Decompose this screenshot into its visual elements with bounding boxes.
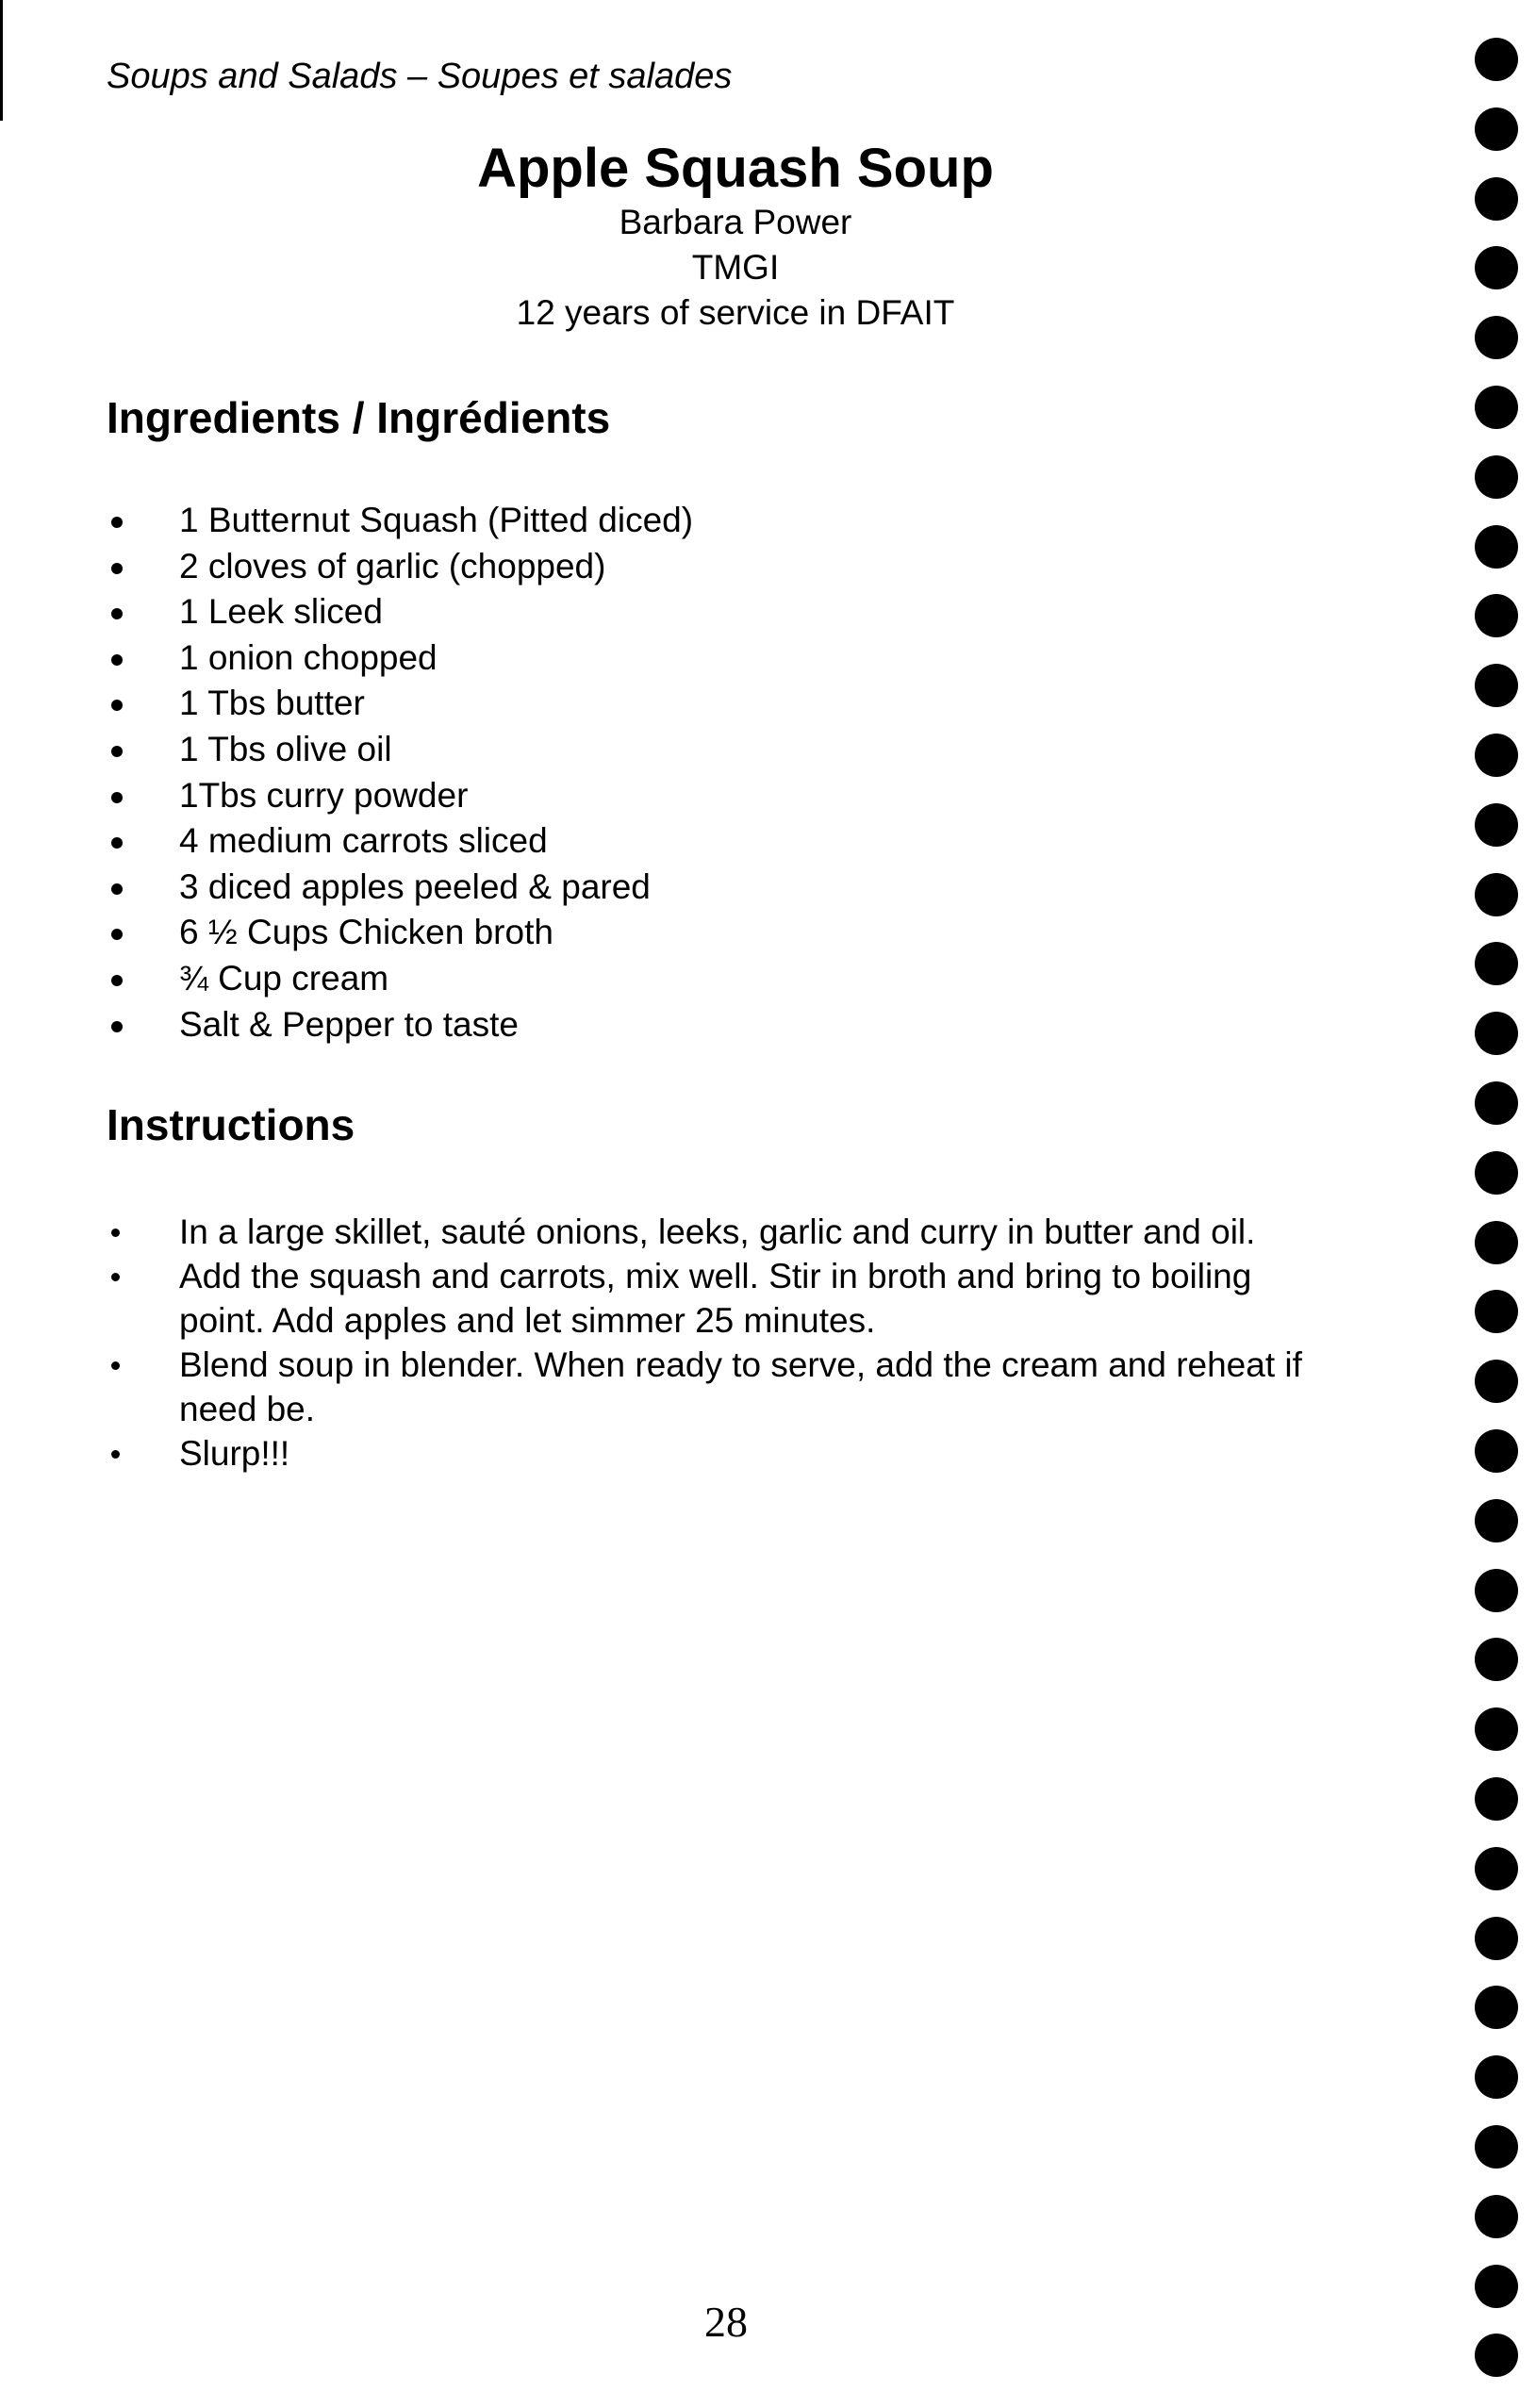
- binding-hole-icon: [1475, 177, 1518, 221]
- binding-hole-icon: [1475, 1499, 1518, 1542]
- bullet-icon: [111, 654, 123, 666]
- bullet-icon: [111, 1450, 120, 1459]
- bullet-icon: [111, 975, 123, 986]
- binding-hole-icon: [1475, 107, 1518, 151]
- binding-hole-icon: [1475, 2334, 1518, 2377]
- instruction-step: Slurp!!!: [0, 1431, 1339, 1476]
- binding-hole-icon: [1475, 1290, 1518, 1333]
- binding-hole-icon: [1475, 1081, 1518, 1125]
- section-header: Soups and Salads – Soupes et salades: [107, 57, 733, 96]
- bullet-icon: [111, 929, 123, 940]
- binding-hole-icon: [1475, 1986, 1518, 2029]
- binding-hole-icon: [1475, 2265, 1518, 2308]
- bullet-icon: [111, 883, 123, 895]
- binding-hole-icon: [1475, 1151, 1518, 1195]
- binding-hole-icon: [1475, 664, 1518, 707]
- bullet-icon: [111, 563, 123, 574]
- ingredients-heading: Ingredients / Ingrédients: [107, 393, 611, 442]
- bullet-icon: [111, 1273, 120, 1281]
- bullet-icon: [111, 1021, 123, 1032]
- binding-hole-icon: [1475, 2055, 1518, 2099]
- bullet-icon: [111, 746, 123, 757]
- recipe-title: Apple Squash Soup: [477, 138, 994, 199]
- recipe-title-block: [358, 138, 1113, 336]
- binding-hole-icon: [1475, 1638, 1518, 1681]
- binding-hole-icon: [1475, 803, 1518, 847]
- page-edge-rule: [0, 0, 3, 121]
- binding-hole-icon: [1475, 734, 1518, 777]
- binding-hole-icon: [1475, 1012, 1518, 1055]
- binding-hole-icon: [1475, 525, 1518, 569]
- instruction-step: In a large skillet, sauté onions, leeks, garlic and curry in butter and oil.: [0, 1210, 1339, 1254]
- instructions-list: [0, 1210, 1358, 1476]
- instruction-step: Blend soup in blender. When ready to serve, add the cream and reheat if need be.: [0, 1343, 1339, 1431]
- instructions-heading: Instructions: [107, 1100, 355, 1149]
- instruction-step: Add the squash and carrots, mix well. Stir in broth and bring to boiling point. Add apples and let simmer 25 minutes.: [0, 1254, 1339, 1343]
- binding-hole-icon: [1475, 1917, 1518, 1960]
- binding-hole-icon: [1475, 1221, 1518, 1264]
- binding-hole-icon: [1475, 455, 1518, 499]
- recipe-page: Soups and Salads – Soupes et salades Apple Squash Soup Barbara Power TMGI 12 years of service in DFAIT Ingredients / Ingrédients 1 Butternut Squash (Pitted diced) 2 cloves of garlic (chopped) 1 Leek sliced 1 onion chopped 1 Tbs butter 1 Tbs olive oil 1Tbs curry powder 4 medium carrots sliced 3 diced apples peeled & pared 6 ½ Cups Chicken broth ¾ Cup cream Salt & Pepper to taste Instructions In a large skillet, sauté onions, leeks, garlic and curry in butter and oil. Add the squash and carrots, mix well. Stir in broth and bring to boiling point. Add apples and let simmer 25 minutes. Blend soup in blender. When ready to serve, add the cream and reheat if need be. Slurp!!! 28: [0, 0, 1536, 2408]
- binding-hole-icon: [1475, 386, 1518, 429]
- binding-hole-icon: [1475, 1777, 1518, 1821]
- binding-hole-icon: [1475, 2195, 1518, 2238]
- bullet-icon: [111, 1361, 120, 1370]
- binding-hole-icon: [1475, 316, 1518, 359]
- binding-hole-icon: [1475, 1707, 1518, 1751]
- page-number: 28: [704, 2298, 748, 2346]
- bullet-icon: [111, 1229, 120, 1237]
- recipe-organization: TMGI: [691, 248, 780, 287]
- binding-hole-icon: [1475, 1360, 1518, 1403]
- bullet-icon: [111, 792, 123, 803]
- binding-hole-icon: [1475, 246, 1518, 289]
- recipe-service: 12 years of service in DFAIT: [516, 293, 955, 332]
- bullet-icon: [111, 837, 123, 849]
- binding-hole-icon: [1475, 1847, 1518, 1890]
- spiral-binding-holes: [1475, 38, 1522, 2395]
- bullet-icon: [111, 517, 123, 528]
- binding-hole-icon: [1475, 1569, 1518, 1612]
- binding-hole-icon: [1475, 2125, 1518, 2169]
- binding-hole-icon: [1475, 594, 1518, 637]
- binding-hole-icon: [1475, 1429, 1518, 1473]
- bullet-icon: [111, 700, 123, 711]
- bullet-icon: [111, 608, 123, 619]
- recipe-author: Barbara Power: [619, 203, 852, 241]
- binding-hole-icon: [1475, 873, 1518, 916]
- binding-hole-icon: [1475, 942, 1518, 985]
- binding-hole-icon: [1475, 38, 1518, 81]
